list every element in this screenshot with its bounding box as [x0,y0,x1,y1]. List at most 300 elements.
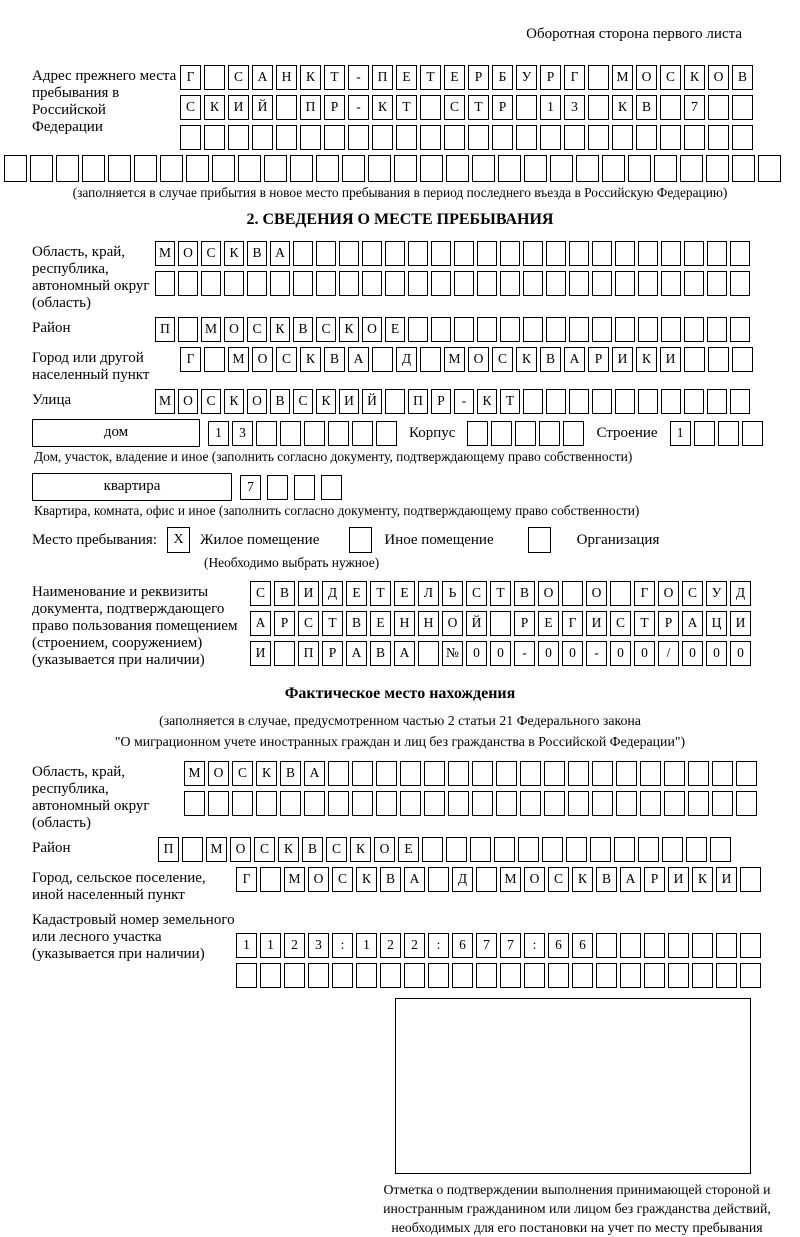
char-cell[interactable] [184,791,205,816]
char-cell[interactable] [155,271,175,296]
char-cell[interactable] [740,963,761,988]
char-cell[interactable] [339,271,359,296]
char-cell[interactable] [274,641,295,666]
char-cell[interactable] [688,791,709,816]
char-cell[interactable]: Д [396,347,417,372]
char-cell[interactable] [182,837,203,862]
char-cell[interactable] [716,933,737,958]
char-cell[interactable] [178,317,198,342]
char-cell[interactable] [569,241,589,266]
char-cell[interactable]: Т [370,581,391,606]
char-cell[interactable]: 1 [670,421,691,446]
char-cell[interactable] [204,125,225,150]
char-cell[interactable]: Ь [442,581,463,606]
char-cell[interactable]: Е [346,581,367,606]
char-cell[interactable] [446,837,467,862]
char-cell[interactable] [472,155,495,182]
char-cell[interactable]: С [548,867,569,892]
char-cell[interactable]: Е [396,65,417,90]
char-cell[interactable] [616,761,637,786]
char-cell[interactable] [736,761,757,786]
char-cell[interactable]: О [252,347,273,372]
char-cell[interactable]: К [270,317,290,342]
char-cell[interactable] [638,317,658,342]
char-cell[interactable] [616,791,637,816]
char-cell[interactable]: В [274,581,295,606]
char-cell[interactable] [614,837,635,862]
char-cell[interactable] [492,125,513,150]
char-cell[interactable]: Р [540,65,561,90]
char-cell[interactable]: 7 [476,933,497,958]
char-cell[interactable] [328,791,349,816]
char-cell[interactable]: 0 [466,641,487,666]
char-cell[interactable] [710,837,731,862]
char-cell[interactable] [448,761,469,786]
char-cell[interactable]: П [155,317,175,342]
char-cell[interactable]: О [524,867,545,892]
char-cell[interactable] [688,761,709,786]
char-cell[interactable]: 2 [284,933,305,958]
char-cell[interactable] [280,791,301,816]
char-cell[interactable] [352,421,373,446]
char-cell[interactable] [454,241,474,266]
char-cell[interactable]: 7 [684,95,705,120]
char-cell[interactable]: Ц [706,611,727,636]
prev-address-row2[interactable] [180,95,753,120]
char-cell[interactable] [730,317,750,342]
char-cell[interactable] [520,791,541,816]
char-cell[interactable] [496,761,517,786]
char-cell[interactable] [684,347,705,372]
char-cell[interactable] [660,95,681,120]
al-city-row[interactable] [236,867,761,892]
char-cell[interactable]: И [228,95,249,120]
char-cell[interactable] [569,271,589,296]
char-cell[interactable] [566,837,587,862]
char-cell[interactable]: Е [398,837,419,862]
char-cell[interactable] [569,389,589,414]
char-cell[interactable]: Г [180,65,201,90]
char-cell[interactable] [424,761,445,786]
char-cell[interactable] [523,241,543,266]
char-cell[interactable] [332,963,353,988]
char-cell[interactable] [428,963,449,988]
char-cell[interactable] [431,271,451,296]
char-cell[interactable]: А [348,347,369,372]
char-cell[interactable] [539,421,560,446]
char-cell[interactable]: Р [468,65,489,90]
char-cell[interactable]: Й [362,389,382,414]
char-cell[interactable] [431,241,451,266]
char-cell[interactable] [160,155,183,182]
char-cell[interactable] [290,155,313,182]
char-cell[interactable]: К [636,347,657,372]
char-cell[interactable] [592,241,612,266]
char-cell[interactable] [396,125,417,150]
char-cell[interactable] [640,791,661,816]
char-cell[interactable] [615,241,635,266]
char-cell[interactable] [736,791,757,816]
char-cell[interactable] [224,271,244,296]
char-cell[interactable] [256,421,277,446]
char-cell[interactable] [615,271,635,296]
char-cell[interactable]: И [660,347,681,372]
char-cell[interactable] [661,389,681,414]
char-cell[interactable] [692,933,713,958]
char-cell[interactable] [304,791,325,816]
char-cell[interactable] [494,837,515,862]
char-cell[interactable] [408,317,428,342]
char-cell[interactable]: : [428,933,449,958]
char-cell[interactable] [376,761,397,786]
char-cell[interactable]: С [247,317,267,342]
char-cell[interactable] [592,271,612,296]
char-cell[interactable]: А [394,641,415,666]
char-cell[interactable] [491,421,512,446]
char-cell[interactable]: А [250,611,271,636]
char-cell[interactable]: - [514,641,535,666]
char-cell[interactable]: : [524,933,545,958]
char-cell[interactable] [108,155,131,182]
char-cell[interactable] [276,95,297,120]
char-cell[interactable] [546,317,566,342]
char-cell[interactable] [660,125,681,150]
char-cell[interactable] [544,761,565,786]
char-cell[interactable]: С [444,95,465,120]
char-cell[interactable] [544,791,565,816]
char-cell[interactable] [496,791,517,816]
char-cell[interactable] [56,155,79,182]
char-cell[interactable] [732,125,753,150]
char-cell[interactable] [238,155,261,182]
char-cell[interactable] [712,791,733,816]
char-cell[interactable]: С [660,65,681,90]
char-cell[interactable]: 7 [500,933,521,958]
checkbox-organization[interactable] [528,527,551,553]
prev-address-row4[interactable] [4,155,768,182]
char-cell[interactable]: Г [562,611,583,636]
char-cell[interactable] [394,155,417,182]
char-cell[interactable] [448,791,469,816]
region-row1[interactable] [155,241,750,266]
char-cell[interactable] [444,125,465,150]
char-cell[interactable]: С [682,581,703,606]
house-rect[interactable]: дом [32,419,200,447]
char-cell[interactable]: М [612,65,633,90]
char-cell[interactable] [568,791,589,816]
char-cell[interactable] [180,125,201,150]
char-cell[interactable]: Р [514,611,535,636]
al-region-row2[interactable] [184,791,757,816]
char-cell[interactable] [546,389,566,414]
char-cell[interactable]: О [636,65,657,90]
char-cell[interactable] [620,933,641,958]
char-cell[interactable]: В [302,837,323,862]
char-cell[interactable] [644,963,665,988]
char-cell[interactable]: 0 [730,641,751,666]
char-cell[interactable]: И [339,389,359,414]
char-cell[interactable]: 0 [706,641,727,666]
char-cell[interactable]: А [252,65,273,90]
char-cell[interactable] [232,791,253,816]
char-cell[interactable] [546,271,566,296]
char-cell[interactable] [684,125,705,150]
char-cell[interactable]: В [346,611,367,636]
char-cell[interactable]: О [468,347,489,372]
char-cell[interactable] [186,155,209,182]
char-cell[interactable]: С [298,611,319,636]
char-cell[interactable] [563,421,584,446]
char-cell[interactable] [520,761,541,786]
char-cell[interactable] [490,611,511,636]
char-cell[interactable]: С [201,241,221,266]
al-district-row[interactable] [158,837,731,862]
char-cell[interactable] [732,347,753,372]
char-cell[interactable] [707,317,727,342]
char-cell[interactable]: Т [634,611,655,636]
char-cell[interactable]: У [706,581,727,606]
char-cell[interactable] [476,867,497,892]
district-row[interactable] [155,317,750,342]
char-cell[interactable] [518,837,539,862]
char-cell[interactable]: С [254,837,275,862]
char-cell[interactable]: : [332,933,353,958]
char-cell[interactable]: К [516,347,537,372]
char-cell[interactable]: Д [730,581,751,606]
char-cell[interactable]: Г [634,581,655,606]
document-row1[interactable] [250,581,751,606]
char-cell[interactable]: С [326,837,347,862]
char-cell[interactable]: С [293,389,313,414]
char-cell[interactable] [644,933,665,958]
char-cell[interactable] [260,963,281,988]
char-cell[interactable] [498,155,521,182]
char-cell[interactable]: Д [322,581,343,606]
char-cell[interactable] [201,271,221,296]
char-cell[interactable]: А [346,641,367,666]
char-cell[interactable]: В [514,581,535,606]
char-cell[interactable]: Н [276,65,297,90]
char-cell[interactable] [400,791,421,816]
char-cell[interactable] [454,271,474,296]
char-cell[interactable] [368,155,391,182]
char-cell[interactable] [467,421,488,446]
char-cell[interactable]: 1 [260,933,281,958]
char-cell[interactable]: В [540,347,561,372]
char-cell[interactable]: Г [564,65,585,90]
char-cell[interactable] [418,641,439,666]
char-cell[interactable]: 3 [564,95,585,120]
document-row3[interactable] [250,641,751,666]
char-cell[interactable] [524,155,547,182]
char-cell[interactable] [477,317,497,342]
char-cell[interactable]: К [612,95,633,120]
region-row2[interactable] [155,271,750,296]
char-cell[interactable] [500,317,520,342]
char-cell[interactable]: П [408,389,428,414]
char-cell[interactable] [542,837,563,862]
char-cell[interactable] [348,125,369,150]
char-cell[interactable] [408,271,428,296]
char-cell[interactable]: О [658,581,679,606]
char-cell[interactable] [4,155,27,182]
char-cell[interactable] [516,125,537,150]
char-cell[interactable]: М [444,347,465,372]
char-cell[interactable]: Н [418,611,439,636]
char-cell[interactable] [385,241,405,266]
char-cell[interactable]: Р [322,641,343,666]
char-cell[interactable]: К [316,389,336,414]
char-cell[interactable] [178,271,198,296]
char-cell[interactable]: Г [236,867,257,892]
char-cell[interactable] [576,155,599,182]
char-cell[interactable]: И [298,581,319,606]
char-cell[interactable]: В [280,761,301,786]
char-cell[interactable] [523,271,543,296]
char-cell[interactable] [712,761,733,786]
char-cell[interactable]: И [250,641,271,666]
char-cell[interactable] [404,963,425,988]
char-cell[interactable]: П [372,65,393,90]
char-cell[interactable]: Л [418,581,439,606]
char-cell[interactable] [362,271,382,296]
char-cell[interactable]: Н [394,611,415,636]
char-cell[interactable]: К [256,761,277,786]
char-cell[interactable]: Т [490,581,511,606]
char-cell[interactable]: К [204,95,225,120]
char-cell[interactable] [82,155,105,182]
char-cell[interactable]: М [201,317,221,342]
char-cell[interactable]: Е [538,611,559,636]
char-cell[interactable] [588,65,609,90]
char-cell[interactable] [260,867,281,892]
char-cell[interactable] [408,241,428,266]
char-cell[interactable] [293,241,313,266]
char-cell[interactable]: 0 [634,641,655,666]
char-cell[interactable]: 3 [308,933,329,958]
char-cell[interactable]: В [596,867,617,892]
char-cell[interactable] [564,125,585,150]
char-cell[interactable]: 1 [236,933,257,958]
char-cell[interactable] [420,347,441,372]
char-cell[interactable]: О [442,611,463,636]
char-cell[interactable] [385,271,405,296]
char-cell[interactable]: Р [274,611,295,636]
char-cell[interactable] [612,125,633,150]
char-cell[interactable] [321,475,342,500]
char-cell[interactable]: Р [588,347,609,372]
char-cell[interactable] [308,963,329,988]
char-cell[interactable]: Г [180,347,201,372]
char-cell[interactable]: О [308,867,329,892]
char-cell[interactable] [446,155,469,182]
char-cell[interactable] [540,125,561,150]
char-cell[interactable] [204,347,225,372]
char-cell[interactable]: Т [500,389,520,414]
char-cell[interactable]: М [500,867,521,892]
char-cell[interactable] [524,963,545,988]
char-cell[interactable]: 0 [610,641,631,666]
char-cell[interactable] [376,421,397,446]
char-cell[interactable] [228,125,249,150]
char-cell[interactable]: П [298,641,319,666]
cadastral-row2[interactable] [236,963,761,988]
char-cell[interactable]: О [178,389,198,414]
char-cell[interactable] [376,791,397,816]
char-cell[interactable]: С [466,581,487,606]
char-cell[interactable] [732,155,755,182]
char-cell[interactable] [472,791,493,816]
char-cell[interactable]: Р [658,611,679,636]
char-cell[interactable] [662,837,683,862]
char-cell[interactable]: 0 [538,641,559,666]
char-cell[interactable] [420,95,441,120]
char-cell[interactable] [640,761,661,786]
char-cell[interactable] [212,155,235,182]
char-cell[interactable] [316,271,336,296]
char-cell[interactable] [664,791,685,816]
char-cell[interactable] [562,581,583,606]
char-cell[interactable] [588,95,609,120]
char-cell[interactable]: И [586,611,607,636]
char-cell[interactable]: О [208,761,229,786]
char-cell[interactable] [758,155,781,182]
char-cell[interactable] [668,933,689,958]
char-cell[interactable]: Е [370,611,391,636]
char-cell[interactable]: Е [385,317,405,342]
char-cell[interactable] [680,155,703,182]
char-cell[interactable]: Б [492,65,513,90]
char-cell[interactable] [380,963,401,988]
prev-address-row3[interactable] [180,125,753,150]
char-cell[interactable] [588,125,609,150]
char-cell[interactable] [661,241,681,266]
char-cell[interactable]: К [224,389,244,414]
char-cell[interactable]: М [184,761,205,786]
char-cell[interactable]: В [324,347,345,372]
char-cell[interactable] [422,837,443,862]
char-cell[interactable]: К [684,65,705,90]
char-cell[interactable]: С [332,867,353,892]
char-cell[interactable]: - [454,389,474,414]
char-cell[interactable]: А [682,611,703,636]
char-cell[interactable] [236,963,257,988]
char-cell[interactable] [304,421,325,446]
char-cell[interactable]: 6 [452,933,473,958]
char-cell[interactable] [615,317,635,342]
korpus-row[interactable] [467,421,584,446]
char-cell[interactable]: М [155,241,175,266]
char-cell[interactable] [684,271,704,296]
char-cell[interactable]: А [620,867,641,892]
char-cell[interactable] [454,317,474,342]
char-cell[interactable]: В [636,95,657,120]
char-cell[interactable]: О [538,581,559,606]
apartment-rect[interactable]: квартира [32,473,232,501]
char-cell[interactable]: В [380,867,401,892]
checkbox-other-premises[interactable] [349,527,372,553]
char-cell[interactable] [716,963,737,988]
char-cell[interactable]: 3 [232,421,253,446]
char-cell[interactable] [548,963,569,988]
char-cell[interactable] [661,317,681,342]
char-cell[interactable]: Р [644,867,665,892]
char-cell[interactable]: № [442,641,463,666]
char-cell[interactable] [638,271,658,296]
char-cell[interactable]: 0 [490,641,511,666]
char-cell[interactable]: К [372,95,393,120]
char-cell[interactable]: А [404,867,425,892]
